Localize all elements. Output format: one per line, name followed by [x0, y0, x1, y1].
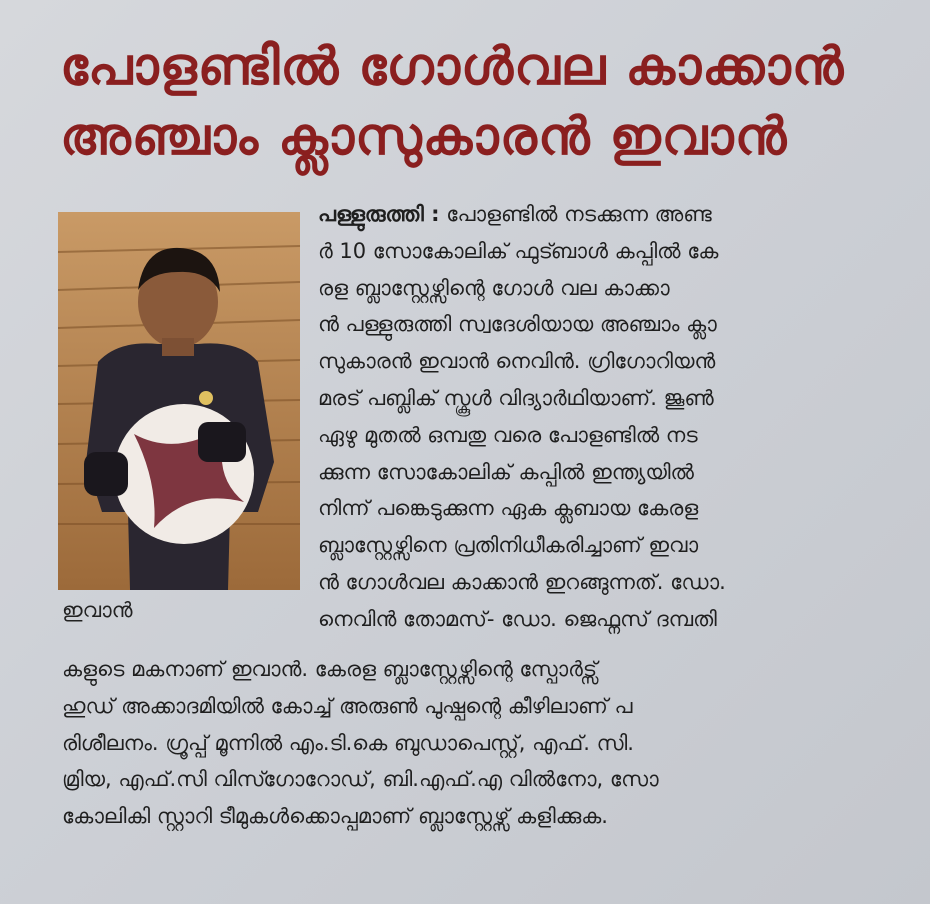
article-line-text: പോളണ്ടിൽ നടക്കുന്ന അണ്ട [446, 202, 712, 226]
dateline: പള്ളുരുത്തി : [318, 202, 440, 226]
article-line: ക്കുന്ന സോകോലിക് കപ്പിൽ ഇന്ത്യയിൽ [318, 459, 694, 484]
article-line: ബ്ലാസ്റ്റേഴ്സിനെ പ്രതിനിധീകരിച്ചാണ് ഇവാ [318, 533, 699, 558]
article-line: ൻ പള്ളുരുത്തി സ്വദേശിയായ അഞ്ചാം ക്ലാ [318, 312, 717, 337]
article-body-narrow [318, 196, 908, 638]
article-line: നിന്ന് പങ്കെടുക്കുന്ന ഏക ക്ലബായ കേരള [318, 496, 699, 521]
article-line: ൻ ഗോൾവല കാക്കാൻ ഇറങ്ങുന്നത്. ഡോ. [318, 569, 726, 594]
article-line: ർ 10 സോകോലിക് ഫുട്ബാൾ കപ്പിൽ കേ [318, 238, 719, 263]
article-line: മ്രിയ, എഫ്.സി വിസ്ഗോറോഡ്, ബി.എഫ്.എ വിൽനോ, സോ [62, 767, 659, 792]
article-line: ഏഴു മുതൽ ഒമ്പതു വരെ പോളണ്ടിൽ നട [318, 422, 698, 447]
headline-line-2: അഞ്ചാം ക്ലാസുകാരൻ ഇവാൻ [60, 107, 788, 167]
article-line: സുകാരൻ ഇവാൻ നെവിൻ. ഗ്രിഗോറിയൻ [318, 349, 716, 374]
article-line: രിശീലനം. ഗ്രൂപ്പ് മൂന്നിൽ എം.ടി.കെ ബുഡാപെസ്റ്റ്, എഫ്. സി. [62, 730, 634, 755]
boy-with-football-image [58, 212, 300, 590]
article-line: കളുടെ മകനാണ് ഇവാൻ. കേരള ബ്ലാസ്റ്റേഴ്സിന്റെ സ്പോർട്സ് [62, 657, 598, 681]
article-line: കോലികി സ്റ്റാറി ടീമുകൾക്കൊപ്പമാണ് ബ്ലാസ്റ്റേഴ്സ് കളിക്കുക. [62, 804, 608, 829]
article-line: മരട് പബ്ലിക് സ്കൂൾ വിദ്യാർഥിയാണ്. ജൂൺ [318, 385, 714, 410]
article-line: നെവിൻ തോമസ്- ഡോ. ജെഫ്നസ് ദമ്പതി [318, 606, 717, 631]
article-line: ഹുഡ് അക്കാദമിയിൽ കോച്ച് അരുൺ പുഷ്പന്റെ കീഴിലാണ് പ [62, 693, 633, 718]
article-line: രള ബ്ലാസ്റ്റേഴ്സിന്റെ ഗോൾ വല കാക്കാ [318, 275, 670, 300]
headline-line-1: പോളണ്ടിൽ ഗോൾവല കാക്കാൻ [60, 37, 845, 97]
photo-caption: ഇവാൻ [62, 598, 133, 622]
article-line [318, 196, 908, 233]
article-body-full [62, 651, 912, 835]
article-photo [58, 212, 300, 590]
